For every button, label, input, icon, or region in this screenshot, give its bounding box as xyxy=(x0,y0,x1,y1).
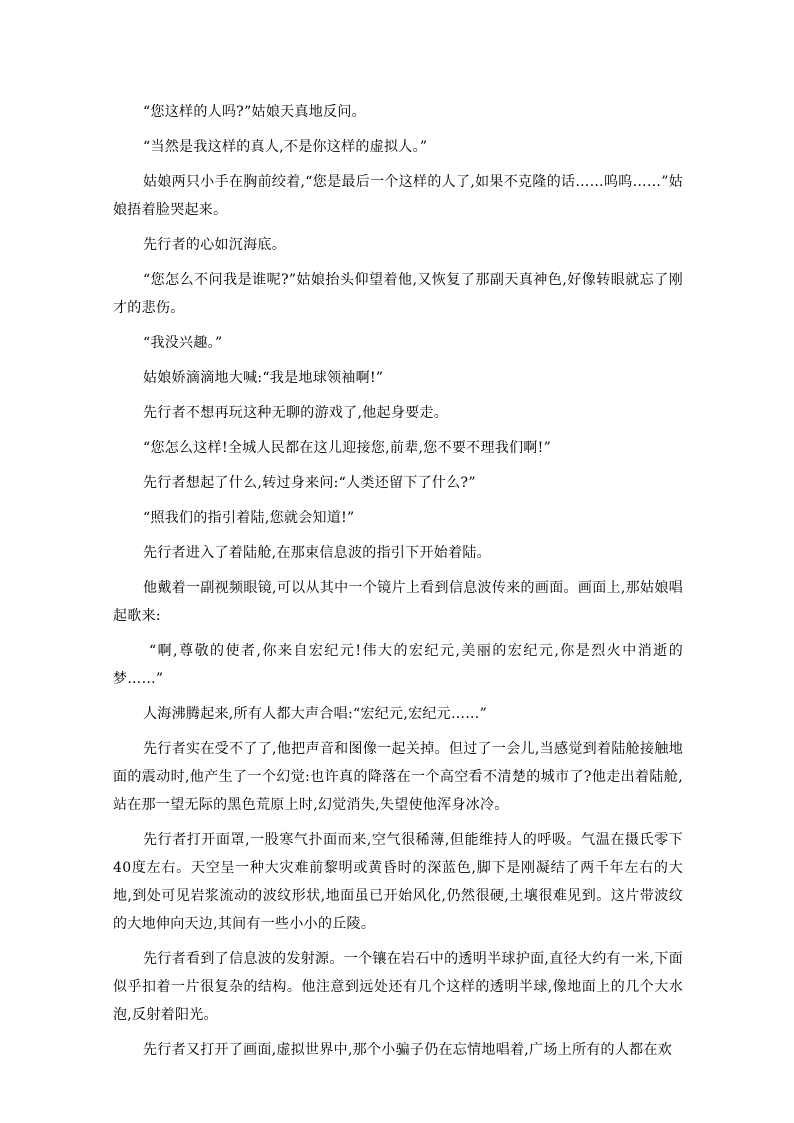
paragraph-3: 姑娘两只小手在胸前绞着,“您是最后一个这样的人了,如果不克隆的话……呜呜……”姑娘捂着脸哭起来。 xyxy=(113,174,683,218)
paragraph-18: 先行者看到了信息波的发射源。一个镶在岩石中的透明半球护面,直径大约有一米,下面似乎扣着一片很复杂的结构。他注意到远处还有几个这样的透明半球,像地面上的几个大水泡,反射着阳光。 xyxy=(113,951,683,1023)
paragraph-11: “照我们的指引着陆,您就会知道!” xyxy=(143,510,355,526)
paragraph-6: “我没兴趣。” xyxy=(143,335,223,351)
paragraph-17: 先行者打开面罩,一股寒气扑面而来,空气很稀薄,但能维持人的呼吸。气温在摄氏零下40度左右。天空呈一种大灾难前黎明或黄昏时的深蓝色,脚下是刚凝结了两千年左右的大地,到处可见岩浆流动的波纹形状,地面虽已开始风化,仍然很硬,土壤很难见到。这片带波纹的大地伸向天边,其间有一些小小的丘陵。 xyxy=(113,832,683,932)
paragraph-7: 姑娘娇滴滴地大喊:“我是地球领袖啊!” xyxy=(143,370,384,386)
paragraph-1: “您这样的人吗?”姑娘天真地反问。 xyxy=(143,104,366,120)
paragraph-14: “啊,尊敬的使者,你来自宏纪元!伟大的宏纪元,美丽的宏纪元,你是烈火中消逝的梦……” xyxy=(113,643,683,687)
paragraph-19: 先行者又打开了画面,虚拟世界中,那个小骗子仍在忘情地唱着,广场上所有的人都在欢 xyxy=(143,1042,673,1058)
paragraph-10: 先行者想起了什么,转过身来问:“人类还留下了什么?” xyxy=(143,475,476,491)
paragraph-12: 先行者进入了着陆舱,在那束信息波的指引下开始着陆。 xyxy=(143,545,491,561)
paragraph-13: 他戴着一副视频眼镜,可以从其中一个镜片上看到信息波传来的画面。画面上,那姑娘唱起歌来: xyxy=(113,580,683,624)
paragraph-8: 先行者不想再玩这种无聊的游戏了,他起身要走。 xyxy=(143,405,449,421)
paragraph-16: 先行者实在受不了了,他把声音和图像一起关掉。但过了一会儿,当感觉到着陆舱接触地面的震动时,他产生了一个幻觉:也许真的降落在一个高空看不清楚的城市了?他走出着陆舱,站在那一望无际的黑色荒原上时,幻觉消失,失望使他浑身冰冷。 xyxy=(113,741,683,813)
body-text xyxy=(113,98,683,1071)
paragraph-5: “您怎么不问我是谁呢?”姑娘抬头仰望着他,又恢复了那副天真神色,好像转眼就忘了刚才的悲伤。 xyxy=(113,272,683,316)
paragraph-2: “当然是我这样的真人,不是你这样的虚拟人。” xyxy=(143,139,428,155)
paragraph-4: 先行者的心如沉海底。 xyxy=(143,237,286,253)
paragraph-15: 人海沸腾起来,所有人都大声合唱:“宏纪元,宏纪元……” xyxy=(143,706,488,722)
paragraph-9: “您怎么这样!全城人民都在这儿迎接您,前辈,您不要不理我们啊!” xyxy=(143,440,552,456)
